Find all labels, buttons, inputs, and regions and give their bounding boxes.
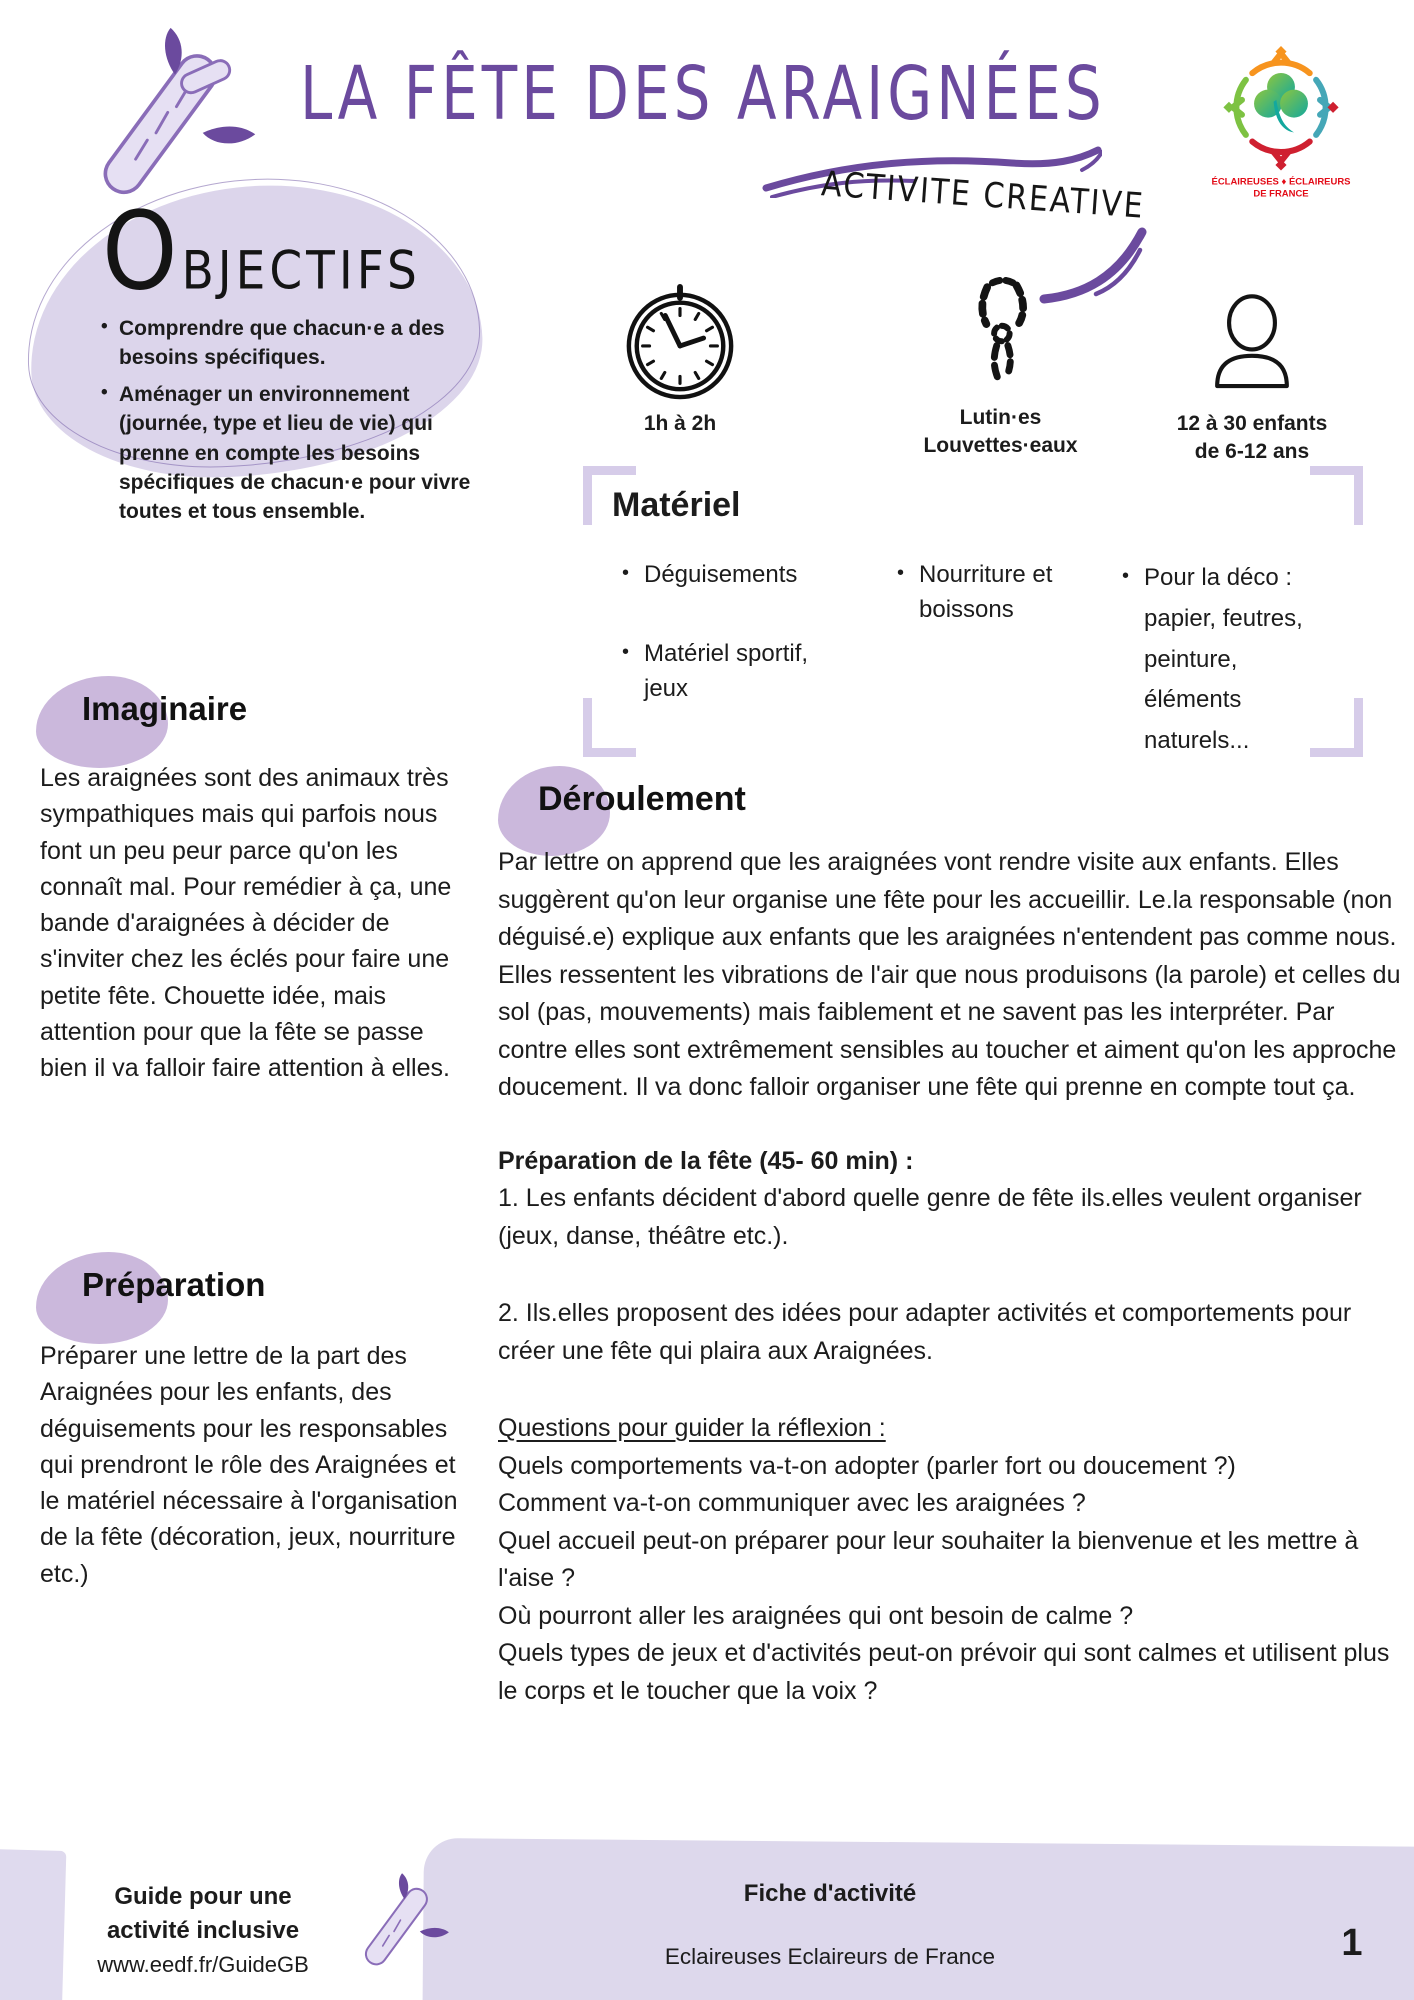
footer-background: [422, 1838, 1414, 2000]
materiel-item: • Déguisements: [618, 558, 848, 593]
participants-line1: 12 à 30 enfants: [1176, 412, 1328, 435]
info-participants: [1143, 284, 1361, 467]
materiel-column: [893, 558, 1078, 762]
clover-icon: [1254, 73, 1308, 132]
materiel-column: [1118, 558, 1333, 762]
footer-branch-illustration: [352, 1846, 457, 1991]
participants-line2: de 6-12 ans: [1194, 440, 1310, 464]
info-age-group: [898, 278, 1103, 461]
participants-label: [1177, 410, 1328, 467]
fete-prep-title: Préparation de la fête (45- 60 min) :: [498, 1146, 914, 1175]
bracket-top-right: [1310, 466, 1363, 525]
duration-label: 1h à 2h: [643, 412, 717, 435]
preparation-text: Préparer une lettre de la part des Araignées pour les enfants, des déguisements pour les responsables qui prendront le rôle des Araignées et le matériel nécessaire à l'organisation de la fête (décoration, jeux, nourriture etc.): [40, 1342, 458, 1588]
materiel-title: Matériel: [612, 486, 741, 524]
footer-sheet-type: Fiche d'activité: [743, 1880, 917, 1907]
deroulement-title: Déroulement: [538, 780, 746, 818]
materiel-item: • Matériel sportif, jeux: [618, 637, 848, 707]
objectifs-item: • Aménager un environnement (journée, type et lieu de vie) qui prenne en compte les besoins spécifiques de chacun·e pour vivre toutes et tous ensemble.: [95, 380, 485, 527]
person-icon: [1197, 284, 1307, 402]
footer-guide-line1: Guide pour une: [114, 1883, 292, 1910]
deroulement-body: [498, 844, 1406, 1710]
logo-org-line1: ÉCLAIREUSES ♦ ÉCLAIREURS: [1211, 176, 1351, 188]
age-group-line1: Lutin·es: [959, 406, 1042, 429]
objectifs-title-rest: BJECTIFS: [181, 240, 421, 303]
imaginaire-title: Imaginaire: [82, 690, 248, 727]
fete-prep-step: 2. Ils.elles proposent des idées pour adapter activités et comportements pour créer une fête qui plaira aux Araignées.: [498, 1299, 1352, 1365]
objectifs-item: • Comprendre que chacun·e a des besoins spécifiques.: [95, 314, 485, 373]
scarf-icon: [958, 278, 1044, 396]
imaginaire-text: Les araignées sont des animaux très sympathiques mais qui parfois nous font un peu peur parce qu'on les connaît mal. Pour remédier à ça, une bande d'araignées à décider de s'inviter chez les éclés pour faire une petite fête. Chouette idée, mais attention pour que la fête se passe bien il va falloir faire attention à elles.: [40, 764, 452, 1082]
objectifs-title-initial: O: [102, 189, 182, 315]
clock-icon: [621, 284, 739, 402]
page-title: LA FÊTE DES ARAIGNÉES: [300, 50, 1106, 138]
question-item: Quel accueil peut-on préparer pour leur souhaiter la bienvenue et les mettre à l'aise ?: [498, 1526, 1359, 1592]
footer-guide-url: www.eedf.fr/GuideGB: [97, 1952, 309, 1977]
questions-list: [498, 1448, 1406, 1711]
question-item: Où pourront aller les araignées qui ont besoin de calme ?: [498, 1601, 1134, 1630]
page-subtitle: ACTIVITE CREATIVE: [820, 164, 1146, 227]
info-duration: [590, 284, 770, 438]
materiel-columns: [618, 558, 1333, 762]
materiel-item: • Pour la déco : papier, feutres, peinture, éléments naturels...: [1118, 558, 1333, 762]
preparation-title: Préparation: [82, 1266, 266, 1303]
footer-organization: Eclaireuses Eclaireurs de France: [664, 1944, 996, 1969]
materiel-column: [618, 558, 848, 762]
question-item: Comment va-t-on communiquer avec les araignées ?: [498, 1489, 1086, 1517]
fete-prep-step: 1. Les enfants décident d'abord quelle genre de fête ils.elles veulent organiser (jeux, danse, théâtre etc.).: [498, 1184, 1362, 1250]
footer-guide-line2: activité inclusive: [106, 1916, 300, 1944]
eedf-logo: [1202, 46, 1360, 204]
objectifs-title: [102, 189, 421, 315]
logo-org-line2: DE FRANCE: [1253, 188, 1309, 200]
question-item: Quels types de jeux et d'activités peut-on prévoir qui sont calmes et utilisent plus le corps et le toucher que la voix ?: [498, 1639, 1390, 1705]
materiel-item: • Nourriture et boissons: [893, 558, 1078, 628]
branch-illustration: [80, 22, 270, 197]
footer-guide-title: [48, 1880, 358, 1947]
deroulement-intro: Par lettre on apprend que les araignées vont rendre visite aux enfants. Elles suggèrent qu'on leur organise une fête pour les accueillir. Le.la responsable (non déguisé.e) explique aux enfants que les araignées n'entendent pas comme nous. Elles ressentent les vibrations de l'air que nous produisons (la parole) et celles du sol (pas, mouvements) mais faiblement et ne savent pas les interpréter. Par contre elles sont extrêmement sensibles au toucher et aiment qu'on les approche doucement. Il va donc falloir organiser une fête qui prenne en compte tout ça.: [498, 848, 1401, 1101]
question-item: Quels comportements va-t-on adopter (parler fort ou doucement ?): [498, 1451, 1236, 1480]
questions-title: Questions pour guider la réflexion :: [498, 1414, 886, 1442]
objectifs-list: [95, 314, 485, 527]
age-group-label: [923, 404, 1077, 461]
age-group-line2: Louvettes·eaux: [923, 434, 1078, 458]
page-number: 1: [1341, 1922, 1363, 1964]
